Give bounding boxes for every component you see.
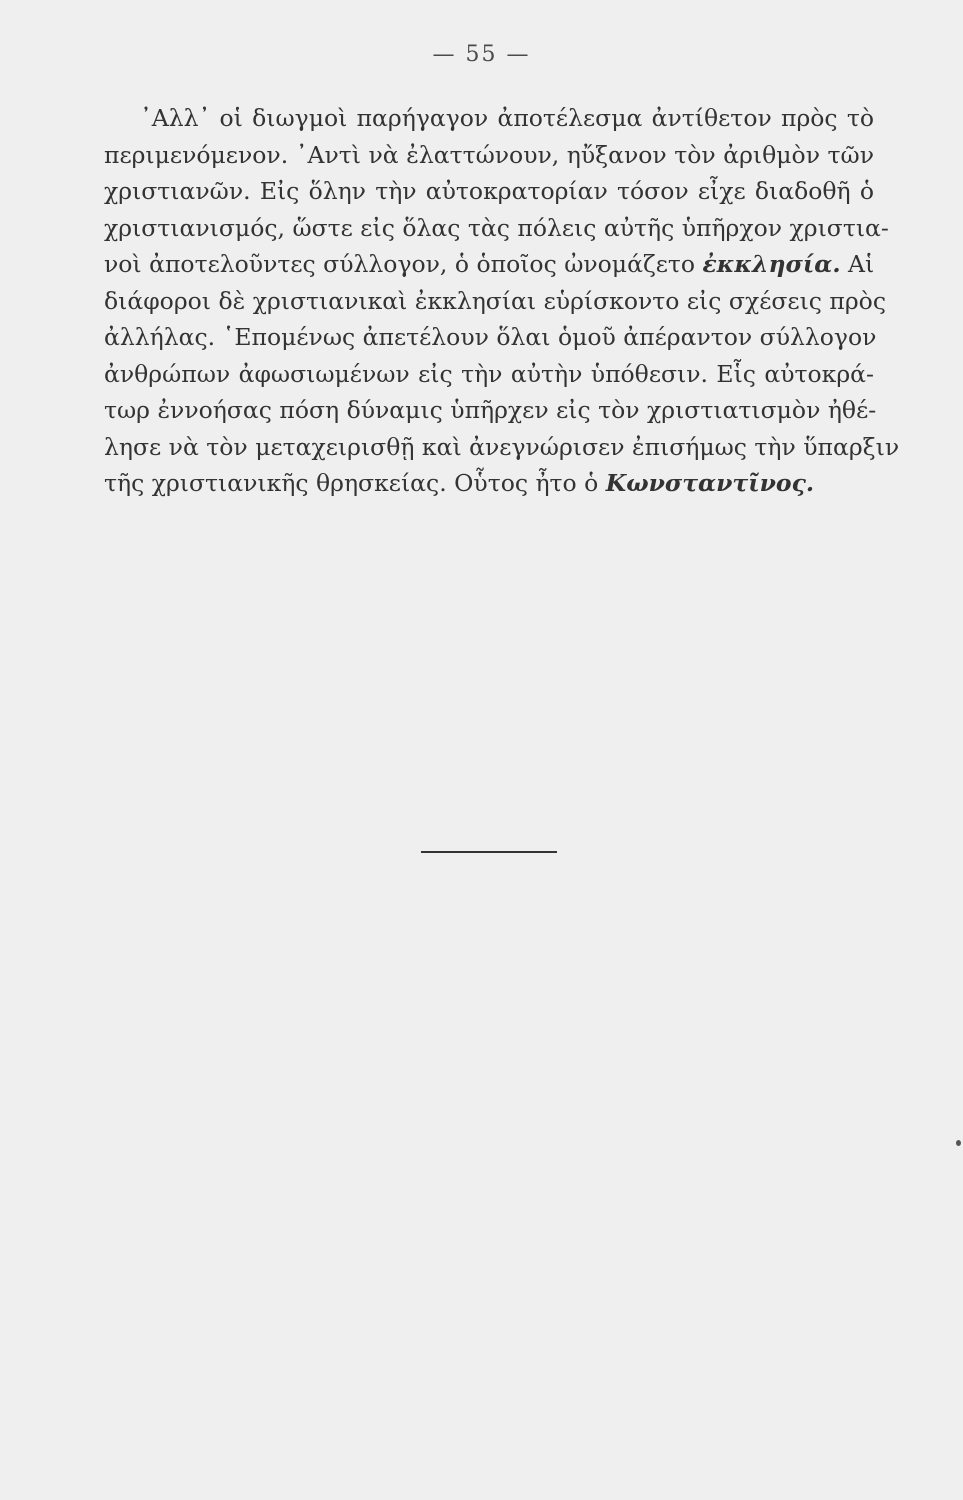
page-number: — 55 — bbox=[432, 42, 531, 67]
text-line-1: ᾿Αλλ᾿ οἱ διωγμοὶ παρήγαγον ἀποτέλεσμα ἀντίθετον πρὸς τὸ bbox=[140, 104, 874, 132]
scan-speck bbox=[956, 1140, 961, 1146]
text-line-5-start: νοὶ ἀποτελοῦντες σύλλογον, ὁ ὁποῖος ὠνομάζετο bbox=[104, 250, 703, 278]
text-line-2: περιμενόμενον. ᾿Αντὶ νὰ ἐλαττώνουν, ηὔξανον τὸν ἀριθμὸν τῶν bbox=[104, 140, 874, 169]
text-line-4: χριστιανισμός, ὥστε εἰς ὅλας τὰς πόλεις αὐτῆς ὑπῆρχον χριστια- bbox=[104, 213, 889, 242]
text-line-11 bbox=[104, 465, 874, 502]
text-line-5 bbox=[104, 246, 874, 283]
text-line-10: λησε νὰ τὸν μεταχειρισθῇ καὶ ἀνεγνώρισεν ἐπισήμως τὴν ὕπαρξιν bbox=[104, 432, 900, 461]
text-line-3: χριστιανῶν. Εἰς ὅλην τὴν αὐτοκρατορίαν τόσον εἶχε διαδοθῆ ὁ bbox=[104, 177, 874, 205]
text-line-7: ἀλλήλας. ῾Επομένως ἀπετέλουν ὅλαι ὁμοῦ ἀπέραντον σύλλογον bbox=[104, 323, 877, 351]
text-line-9: τωρ ἐννοήσας πόση δύναμις ὑπῆρχεν εἰς τὸν χριστιατισμὸν ἠθέ- bbox=[104, 396, 877, 424]
emphasis-konstantinos: Κωνσταντῖνος. bbox=[605, 469, 815, 497]
text-line-6: διάφοροι δὲ χριστιανικαὶ ἐκκλησίαι εὑρίσκοντο εἰς σχέσεις πρὸς bbox=[104, 286, 886, 315]
emphasis-ekklisia: ἐκκλησία. bbox=[702, 250, 841, 278]
text-line-11-start: τῆς χριστιανικῆς θρησκείας. Οὗτος ἦτο ὁ bbox=[104, 469, 606, 497]
section-divider bbox=[421, 851, 557, 853]
text-line-8: ἀνθρώπων ἀφωσιωμένων εἰς τὴν αὐτὴν ὑπόθεσιν. Εἷς αὐτοκρά- bbox=[104, 359, 874, 388]
body-paragraph bbox=[104, 100, 900, 502]
text-line-5-end: Αἱ bbox=[840, 250, 875, 278]
